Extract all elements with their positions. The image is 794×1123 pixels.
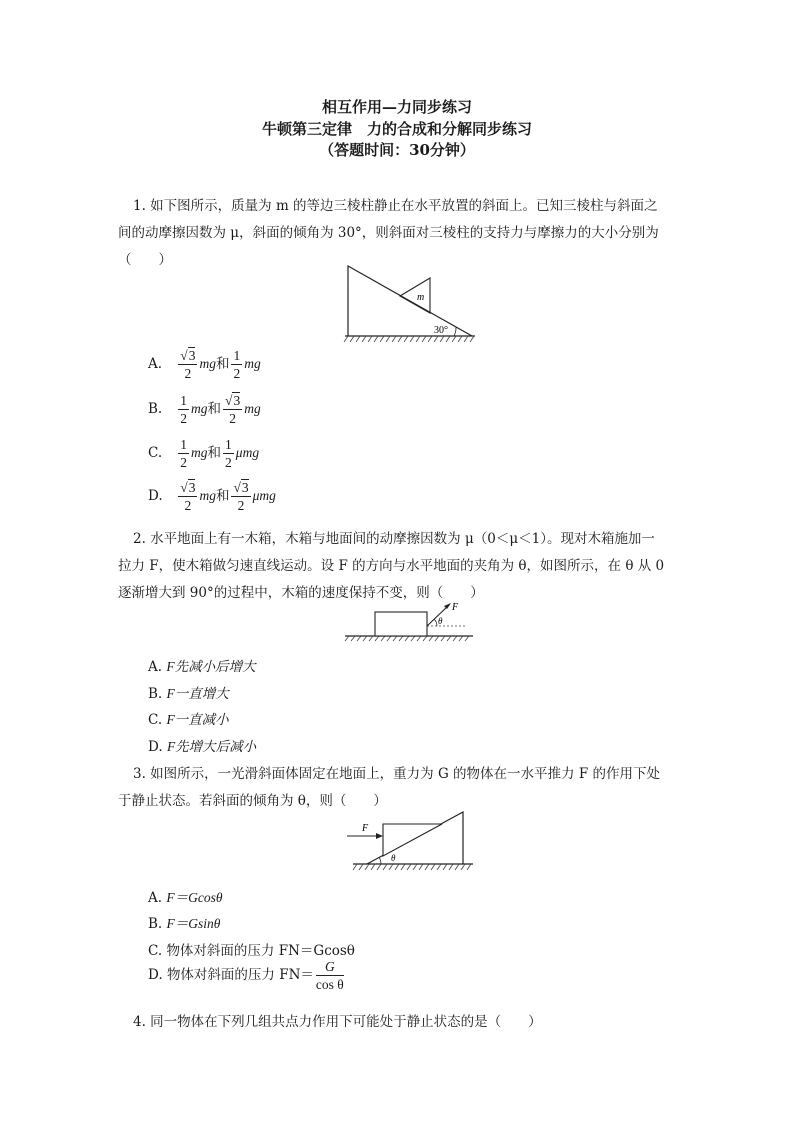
q1-option-c[interactable]: C. $\frac{1}{2}$ mg和 $\frac{1}{2}$ μmg <box>148 437 260 470</box>
answer-time: （答题时间：30分钟） <box>319 141 475 159</box>
q1-incline-figure <box>340 262 480 346</box>
q1-option-a[interactable]: A. $\frac{√3}{2}$ mg和 $\frac{1}{2}$ mg <box>148 348 261 381</box>
q1-mass-label: m <box>417 292 425 303</box>
q1-angle-label: 30° <box>434 325 448 336</box>
page-title: 相互作用—力同步练习 <box>321 98 472 116</box>
q2-force-label: F <box>452 602 459 613</box>
q3-option-b[interactable]: B. F＝Gsinθ <box>148 916 221 932</box>
q2-option-c[interactable]: C. F一直减小 <box>148 712 229 728</box>
q3-text-line-1: 3. 如图所示，一光滑斜面体固定在地面上，重力为 G 的物体在一水平推力 F 的作用下处 <box>133 766 660 782</box>
q3-option-c[interactable]: C. 物体对斜面的压力 FN＝Gcosθ <box>148 943 355 959</box>
q3-incline-figure <box>345 810 475 874</box>
q3-text-line-2: 于静止状态。若斜面的倾角为 θ，则（ ） <box>118 793 387 809</box>
q2-text-line-1: 2. 水平地面上有一木箱，木箱与地面间的动摩擦因数为 μ（0＜μ＜1）。现对木箱施加一 <box>133 531 655 547</box>
q3-angle-label: θ <box>391 853 396 863</box>
q2-option-b[interactable]: B. F一直增大 <box>148 686 229 702</box>
q2-box-figure <box>345 600 475 644</box>
q2-text-line-2: 拉力 F，使木箱做匀速直线运动。设 F 的方向与水平地面的夹角为 θ，如图所示，在 θ 从 0 <box>118 558 665 574</box>
q2-angle-label: θ <box>438 616 443 626</box>
q2-text-line-3: 逐渐增大到 90°的过程中，木箱的速度保持不变，则（ ） <box>118 585 484 601</box>
q3-option-a[interactable]: A. F＝Gcosθ <box>148 890 223 906</box>
q4-text-line-1: 4. 同一物体在下列几组共点力作用下可能处于静止状态的是（ ） <box>133 1014 542 1030</box>
q2-option-d[interactable]: D. F先增大后减小 <box>148 739 257 755</box>
q3-option-d[interactable]: D. 物体对斜面的压力 FN＝ $\frac{G}{\text{cos θ}}$ <box>148 959 344 992</box>
q2-option-a[interactable]: A. F先减小后增大 <box>148 659 256 675</box>
page-subtitle: 牛顿第三定律 力的合成和分解同步练习 <box>261 120 532 138</box>
q1-option-d[interactable]: D. $\frac{√3}{2}$ mg和 $\frac{√3}{2}$ μmg <box>148 480 276 513</box>
q1-text-line-3: （ ） <box>118 252 172 268</box>
q3-force-label: F <box>362 823 369 834</box>
q1-text-line-1: 1. 如下图所示，质量为 m 的等边三棱柱静止在水平放置的斜面上。已知三棱柱与斜面之 <box>133 198 658 214</box>
q1-option-b[interactable]: B. $\frac{1}{2}$ mg和 $\frac{√3}{2}$ mg <box>148 393 261 426</box>
q1-text-line-2: 间的动摩擦因数为 μ，斜面的倾角为 30°，则斜面对三棱柱的支持力与摩擦力的大小分别为 <box>118 225 659 241</box>
